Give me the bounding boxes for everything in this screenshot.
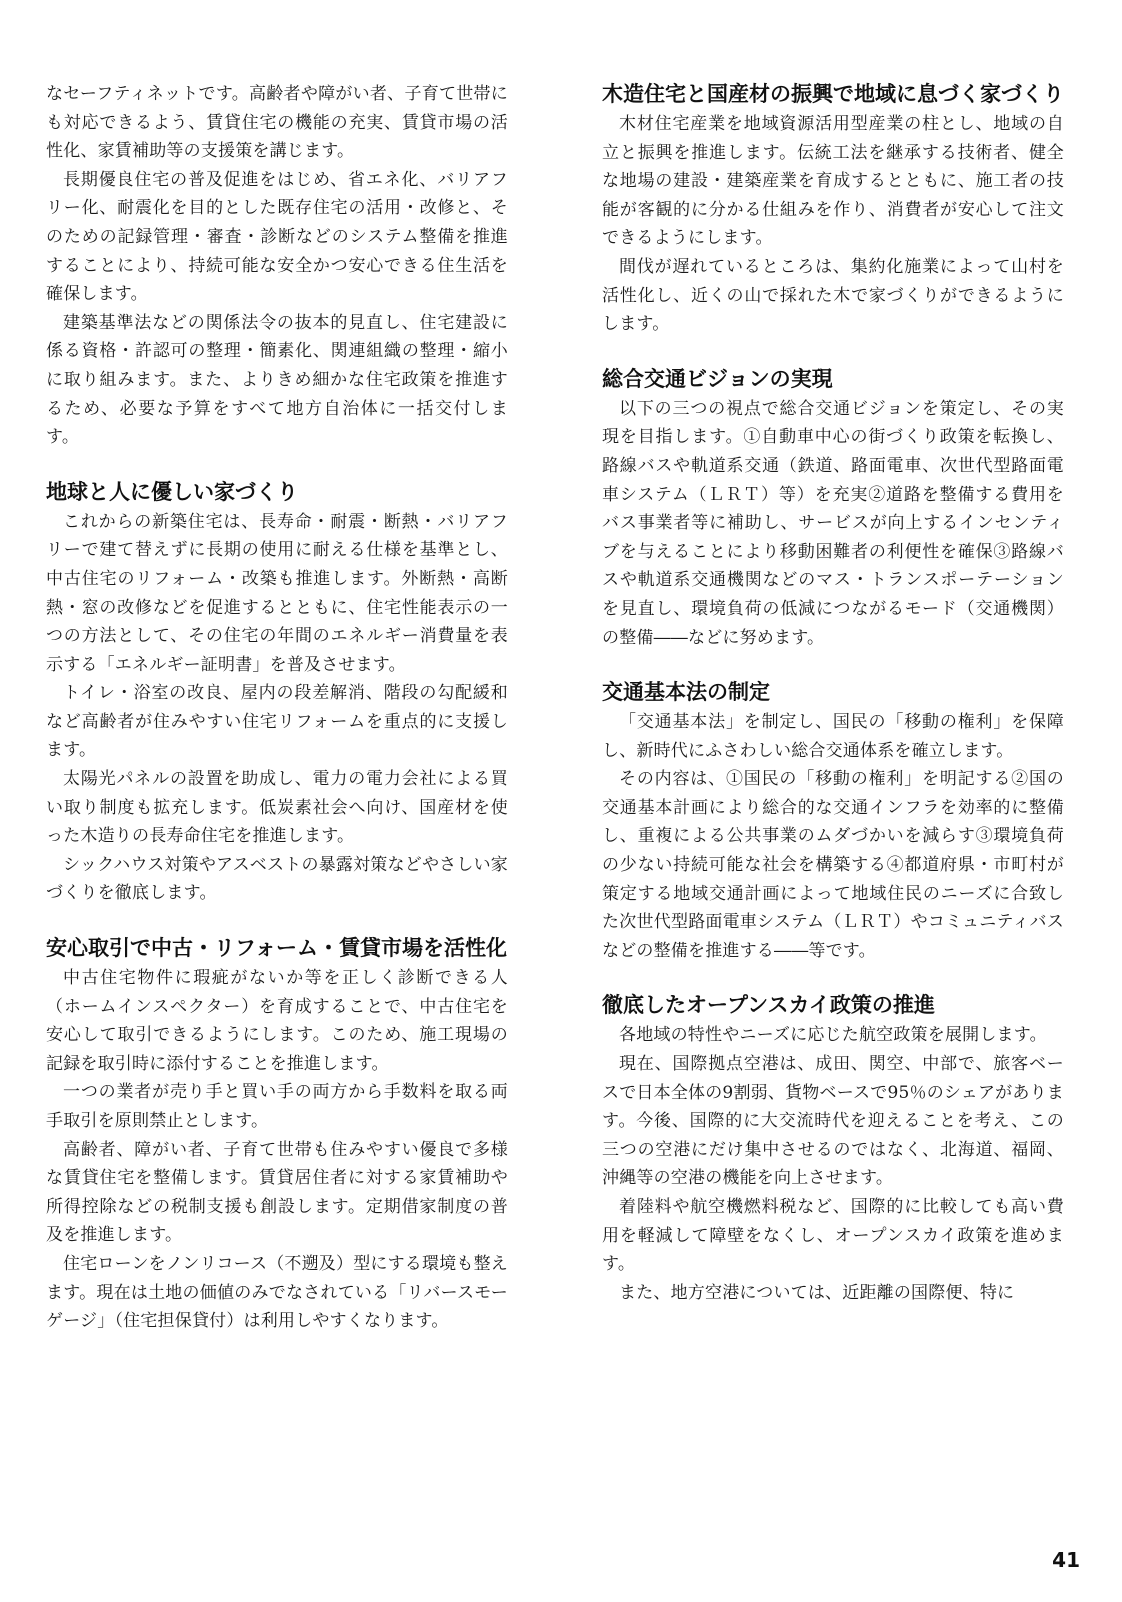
section-transport-vision [602,365,1064,652]
section-heading: 総合交通ビジョンの実現 [602,366,833,391]
paragraph: 住宅ローンをノンリコース（不遡及）型にする環境も整えます。現在は土地の価値のみでなされている「リバースモーゲージ」（住宅担保貸付）は利用しやすくなります。 [46,1253,508,1332]
paragraph: 以下の三つの視点で総合交通ビジョンを策定し、その実現を目指します。①自動車中心の街づくり政策を転換し、路線バスや軌道系交通（鉄道、路面電車、次世代型路面電車システム（ＬＲＴ）等）を充実②道路を整備する費用をバス事業者等に補助し、サービスが向上するインセンティブを与えることにより移動困難者の利便性を確保③路線バスや軌道系交通機関などのマス・トランスポーテーションを見直し、環境負荷の低減につながるモード（交通機関）の整備――などに努めます。 [602,398,1064,648]
section-heading: 安心取引で中古・リフォーム・賃貸市場を活性化 [46,936,507,961]
section-heading: 木造住宅と国産材の振興で地域に息づく家づくり [602,82,1064,106]
paragraph: 中古住宅物件に瑕疵がないか等を正しく診断できる人（ホームインスペクター）を育成することで、中古住宅を安心して取引できるようにします。このため、施工現場の記録を取引時に添付することを推進します。 [46,968,508,1074]
section-open-skies [602,991,1064,1307]
paragraph: 「交通基本法」を制定し、国民の「移動の権利」を保障し、新時代にふさわしい総合交通体系を確立します。 [602,712,1064,761]
left-column [46,80,508,1336]
section-transport-law [602,678,1064,965]
section-heading: 地球と人に優しい家づくり [46,479,298,504]
paragraph: シックハウス対策やアスベストの暴露対策などやさしい家づくりを徹底します。 [46,854,508,904]
paragraph: その内容は、①国民の「移動の権利」を明記する②国の交通基本計画により総合的な交通インフラを効率的に整備し、重複による公共事業のムダづかいを減らす③環境負荷の少ない持続可能な社会を構築する④都道府県・市町村が策定する地域交通計画によって地域住民のニーズに合致した次世代型路面電車システム（ＬＲＴ）やコミュニティバスなどの整備を推進する――等です。 [602,769,1064,961]
paragraph: 建築基準法などの関係法令の抜本的見直し、住宅建設に係る資格・許認可の整理・簡素化、関連組織の整理・縮小に取り組みます。また、よりきめ細かな住宅政策を推進するため、必要な予算をすべて地方自治体に一括交付します。 [46,312,508,448]
paragraph: 各地域の特性やニーズに応じた航空政策を展開します。 [619,1025,1047,1046]
paragraph: 太陽光パネルの設置を助成し、電力の電力会社による買い取り制度も拡充します。低炭素社会へ向け、国産材を使った木造りの長寿命住宅を推進します。 [46,769,508,847]
section-eco-housing [46,478,508,908]
paragraph: 長期優良住宅の普及促進をはじめ、省エネ化、バリアフリー化、耐震化を目的とした既存住宅の活用・改修と、そのための記録管理・審査・診断などのシステム整備を推進することにより、持続可能な安全かつ安心できる住生活を確保します。 [46,169,508,305]
paragraph: 現在、国際拠点空港は、成田、関空、中部で、旅客ベースで日本全体の9割弱、貨物ベースで95％のシェアがあります。今後、国際的に大交流時代を迎えることを考え、この三つの空港にだけ集中させるのではなく、北海道、福岡、沖縄等の空港の機能を向上させます。 [602,1054,1064,1189]
paragraph: 木材住宅産業を地域資源活用型産業の柱とし、地域の自立と振興を推進します。伝統工法を継承する技術者、健全な地場の建設・建築産業を育成するとともに、施工者の技能が客観的に分かる仕組みを作り、消費者が安心して注文できるようにします。 [602,114,1064,249]
paragraph: なセーフティネットです。高齢者や障がい者、子育て世帯にも対応できるよう、賃貸住宅の機能の充実、賃貸市場の活性化、家賃補助等の支援策を講じます。 [46,84,508,162]
section-wooden-housing [602,80,1064,339]
paragraph: トイレ・浴室の改良、屋内の段差解消、階段の勾配緩和など高齢者が住みやすい住宅リフォームを重点的に支援します。 [46,683,508,761]
paragraph: 着陸料や航空機燃料税など、国際的に比較しても高い費用を軽減して障壁をなくし、オープンスカイ政策を進めます。 [602,1197,1064,1275]
section-heading: 交通基本法の制定 [602,680,770,705]
paragraph: これからの新築住宅は、長寿命・耐震・断熱・バリアフリーで建て替えずに長期の使用に耐える仕様を基準とし、中古住宅のリフォーム・改築も推進します。外断熱・高断熱・窓の改修などを促進するとともに、住宅性能表示の一つの方法として、その住宅の年間のエネルギー消費量を表示する「エネルギー証明書」を普及させます。 [46,511,508,675]
page-number: 41 [1052,1548,1080,1572]
paragraph: 間伐が遅れているところは、集約化施業によって山村を活性化し、近くの山で採れた木で家づくりができるようにします。 [602,256,1064,335]
right-column [602,80,1064,1307]
section-heading: 徹底したオープンスカイ政策の推進 [602,993,935,1018]
intro-section [46,80,508,452]
paragraph: 一つの業者が売り手と買い手の両方から手数料を取る両手取引を原則禁止とします。 [46,1082,508,1131]
paragraph: 高齢者、障がい者、子育て世帯も住みやすい優良で多様な賃貸住宅を整備します。賃貸居住者に対する家賃補助や所得控除などの税制支援も創設します。定期借家制度の普及を推進します。 [46,1139,508,1246]
section-used-housing-market [46,934,508,1336]
paragraph: また、地方空港については、近距離の国際便、特に [619,1282,1015,1303]
